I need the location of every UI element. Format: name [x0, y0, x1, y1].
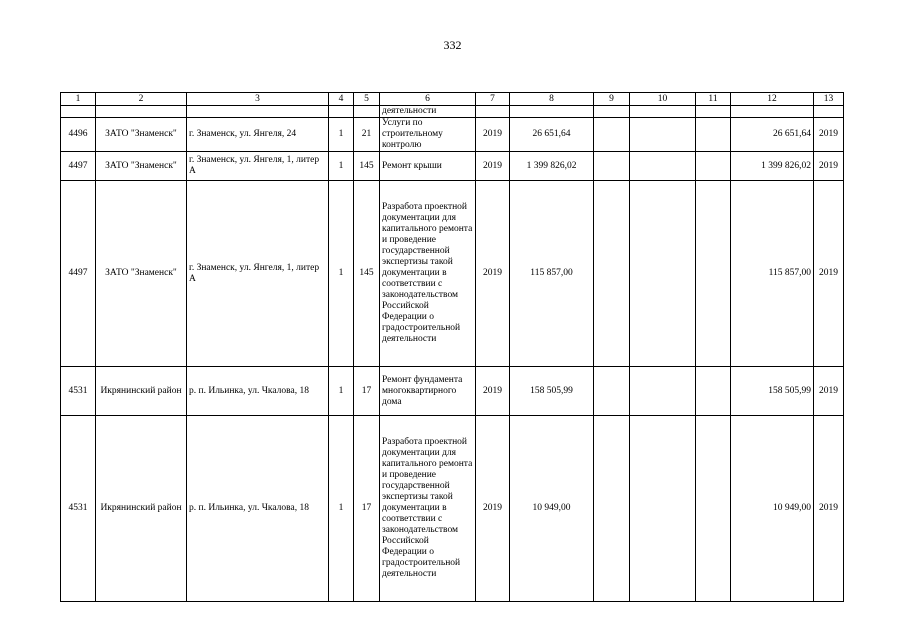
cell-col4: 1 [329, 181, 354, 367]
cell-cost: 1 399 826,02 [510, 152, 594, 181]
cell-col5: 17 [354, 416, 380, 602]
column-number-row [61, 93, 844, 106]
column-header: 5 [354, 93, 380, 106]
cell-municipality: ЗАТО "Знаменск" [96, 152, 187, 181]
column-header: 13 [814, 93, 844, 106]
table-row [61, 367, 844, 416]
column-header: 4 [329, 93, 354, 106]
cell-cost: 115 857,00 [510, 181, 594, 367]
cell-number: 4531 [61, 367, 96, 416]
cell-total: 158 505,99 [731, 367, 814, 416]
cell-year: 2019 [476, 118, 510, 152]
cell-col11 [696, 152, 731, 181]
cell-col11 [696, 416, 731, 602]
cell-col4: 1 [329, 416, 354, 602]
register-table [60, 92, 844, 602]
cell-total: 26 651,64 [731, 118, 814, 152]
cell-year: 2019 [476, 367, 510, 416]
cell-col4: 1 [329, 367, 354, 416]
continuation-row [61, 106, 844, 118]
cell-work-type: Услуги по строительному контролю [380, 118, 476, 152]
cell-year: 2019 [476, 152, 510, 181]
cell-cost: 10 949,00 [510, 416, 594, 602]
cell-col5: 145 [354, 181, 380, 367]
cell-year: 2019 [476, 416, 510, 602]
cell-address: г. Знаменск, ул. Янгеля, 24 [187, 118, 329, 152]
cell-total: 10 949,00 [731, 416, 814, 602]
cell-cost: 26 651,64 [510, 118, 594, 152]
cell-end-year: 2019 [814, 367, 844, 416]
cell-work-type: Ремонт крыши [380, 152, 476, 181]
cell-col4: 1 [329, 118, 354, 152]
cell-number: 4497 [61, 181, 96, 367]
column-header: 6 [380, 93, 476, 106]
cell-end-year: 2019 [814, 416, 844, 602]
cell-municipality: ЗАТО "Знаменск" [96, 181, 187, 367]
continuation-text: деятельности [380, 106, 476, 118]
cell-col5: 21 [354, 118, 380, 152]
cell-col10 [630, 152, 696, 181]
column-header: 2 [96, 93, 187, 106]
cell-col9 [594, 152, 630, 181]
column-header: 3 [187, 93, 329, 106]
cell-total: 1 399 826,02 [731, 152, 814, 181]
table-row [61, 416, 844, 602]
page-number: 332 [443, 38, 462, 52]
column-header: 8 [510, 93, 594, 106]
cell-number: 4497 [61, 152, 96, 181]
cell-end-year: 2019 [814, 118, 844, 152]
column-header: 7 [476, 93, 510, 106]
cell-col9 [594, 181, 630, 367]
cell-col9 [594, 367, 630, 416]
cell-col11 [696, 118, 731, 152]
table-row [61, 118, 844, 152]
table-row [61, 152, 844, 181]
cell-work-type: Ремонт фундамента многоквартирного дома [380, 367, 476, 416]
cell-col10 [630, 118, 696, 152]
cell-address: г. Знаменск, ул. Янгеля, 1, литер А [187, 181, 329, 367]
column-header: 10 [630, 93, 696, 106]
cell-col10 [630, 367, 696, 416]
cell-municipality: Икрянинский район [96, 416, 187, 602]
cell-col10 [630, 416, 696, 602]
cell-col10 [630, 181, 696, 367]
cell-work-type: Разработа проектной документации для капитального ремонта и проведение государственной экспертизы такой документации в соответствии с законодательством Российской Федерации о градостроительной деятельности [380, 416, 476, 602]
cell-col11 [696, 367, 731, 416]
cell-municipality: Икрянинский район [96, 367, 187, 416]
cell-col5: 17 [354, 367, 380, 416]
cell-number: 4531 [61, 416, 96, 602]
cell-col5: 145 [354, 152, 380, 181]
cell-number: 4496 [61, 118, 96, 152]
cell-address: р. п. Ильинка, ул. Чкалова, 18 [187, 416, 329, 602]
cell-address: р. п. Ильинка, ул. Чкалова, 18 [187, 367, 329, 416]
cell-address: г. Знаменск, ул. Янгеля, 1, литер А [187, 152, 329, 181]
column-header: 11 [696, 93, 731, 106]
cell-year: 2019 [476, 181, 510, 367]
cell-end-year: 2019 [814, 152, 844, 181]
cell-col4: 1 [329, 152, 354, 181]
cell-total: 115 857,00 [731, 181, 814, 367]
cell-col11 [696, 181, 731, 367]
column-header: 12 [731, 93, 814, 106]
cell-end-year: 2019 [814, 181, 844, 367]
column-header: 1 [61, 93, 96, 106]
column-header: 9 [594, 93, 630, 106]
cell-work-type: Разработа проектной документации для капитального ремонта и проведение государственной экспертизы такой документации в соответствии с законодательством Российской Федерации о градостроительной деятельности [380, 181, 476, 367]
cell-col9 [594, 416, 630, 602]
cell-municipality: ЗАТО "Знаменск" [96, 118, 187, 152]
cell-cost: 158 505,99 [510, 367, 594, 416]
table-row [61, 181, 844, 367]
cell-col9 [594, 118, 630, 152]
